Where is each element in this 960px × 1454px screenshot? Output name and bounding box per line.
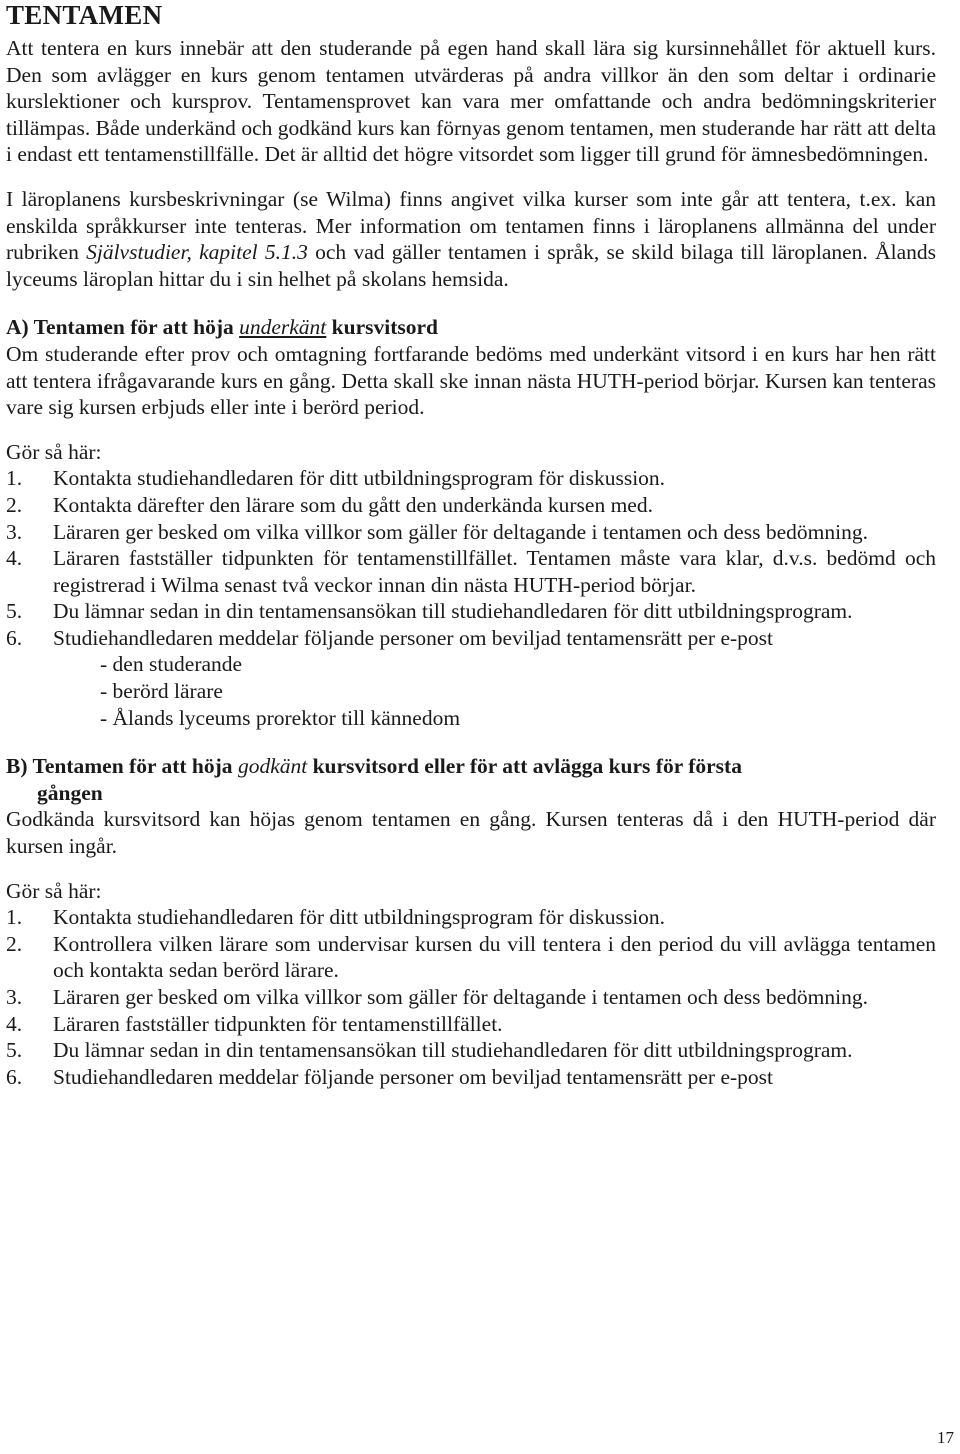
- step-number: 3.: [6, 519, 23, 544]
- step-text: Du lämnar sedan in din tentamensansökan till studiehandledaren för ditt utbildningsprogram.: [53, 1038, 853, 1063]
- step-text: Läraren ger besked om vilka villkor som gäller för deltagande i tentamen och dess bedömning.: [53, 985, 868, 1009]
- intro-2-text-b: och vad gäller tentamen i språk, se skild bilaga till läroplanen. Ålands lyceums läroplan hittar du i sin helhet på skolans hemsida.: [6, 240, 936, 291]
- intro-2-text-a: I läroplanens kursbeskrivningar (se Wilma) finns angivet vilka kurser som inte går att tentera, t.ex. kan enskilda språkkurser inte tenteras. Mer information om tentamen finns i läroplanens allmänna del under rubriken: [6, 186, 936, 265]
- step-number: 6.: [6, 1064, 23, 1089]
- list-item: [6, 931, 936, 984]
- list-item: [6, 904, 936, 931]
- list-item: [6, 545, 936, 598]
- section-b-how-label: Gör så här:: [6, 878, 102, 903]
- section-b-steps: [6, 904, 936, 1090]
- step-text: Läraren fastställer tidpunkten för tentamenstillfället.: [53, 1011, 503, 1036]
- section-b-heading: [6, 753, 936, 806]
- section-b-heading-emphasis: godkänt: [237, 754, 308, 779]
- page-title: TENTAMEN: [6, 0, 163, 30]
- document-page: [6, 0, 936, 1090]
- step-number: 1.: [6, 466, 23, 491]
- recipient-item: - Ålands lyceums prorektor till kännedom: [100, 705, 461, 730]
- step-text: Studiehandledaren meddelar följande personer om beviljad tentamensrätt per e-post: [53, 625, 773, 650]
- list-item: [6, 1011, 936, 1038]
- recipient-item: - berörd lärare: [100, 679, 223, 704]
- section-a-body: Om studerande efter prov och omtagning fortfarande bedöms med underkänt vitsord i en kurs har hen rätt att tentera ifrågavarande kurs en gång. Detta skall ske innan nästa HUTH-period börjar. Kursen kan tenteras vare sig kursen erbjuds eller inte i berörd period.: [6, 341, 936, 420]
- curriculum-reference: Självstudier, kapitel 5.1.3: [86, 240, 308, 265]
- step-number: 3.: [6, 985, 23, 1009]
- list-item: [6, 1064, 936, 1091]
- step-text: Kontrollera vilken lärare som undervisar kursen du vill tentera i den period du vill avlägga tentamen och kontakta sedan berörd lärare.: [53, 931, 936, 983]
- step-text: Läraren ger besked om vilka villkor som gäller för deltagande i tentamen och dess bedömning.: [53, 519, 868, 544]
- section-a-how-label: Gör så här:: [6, 439, 102, 464]
- step-number: 4.: [6, 1011, 23, 1036]
- step-text: Läraren fastställer tidpunkten för tentamenstillfället. Tentamen måste vara klar, d.v.s. bedömd och registrerad i Wilma senast två veckor innan din nästa HUTH-period börjar.: [53, 546, 936, 597]
- step-text: Studiehandledaren meddelar följande personer om beviljad tentamensrätt per e-post: [53, 1064, 773, 1089]
- step-number: 1.: [6, 905, 23, 930]
- step-number: 5.: [6, 599, 23, 624]
- list-item: [6, 625, 936, 652]
- step-number: 2.: [6, 931, 23, 956]
- step-text: Kontakta studiehandledaren för ditt utbildningsprogram för diskussion.: [53, 466, 666, 491]
- section-b-heading-pre: B) Tentamen för att höja: [6, 754, 238, 779]
- list-item: [6, 984, 936, 1011]
- section-a-heading-emphasis: underkänt: [239, 315, 327, 340]
- step-number: 2.: [6, 492, 23, 517]
- step-number: 4.: [6, 546, 23, 571]
- intro-paragraph-2: [6, 186, 936, 292]
- step-text: Kontakta därefter den lärare som du gått den underkända kursen med.: [53, 492, 653, 517]
- section-a-heading-post: kursvitsord: [326, 315, 438, 340]
- step-number: 5.: [6, 1038, 23, 1063]
- list-item: [6, 519, 936, 546]
- list-item: [6, 465, 936, 492]
- page-number: 17: [937, 1428, 954, 1447]
- section-a-heading: [6, 314, 936, 341]
- recipient-list: [6, 651, 936, 731]
- section-b-heading-post: kursvitsord eller för att avlägga kurs för första: [307, 754, 742, 779]
- intro-paragraph-1: Att tentera en kurs innebär att den studerande på egen hand skall lära sig kursinnehållet för aktuell kurs. Den som avlägger en kurs genom tentamen utvärderas på andra villkor än den som deltar i ordinarie kurslektioner och kursprov. Tentamensprovet kan vara mer omfattande och andra bedömningskriterier tillämpas. Både underkänd och godkänd kurs kan förnyas genom tentamen, men studerande har rätt att delta i endast ett tentamenstillfälle. Det är alltid det högre vitsordet som ligger till grund för ämnesbedömningen.: [6, 36, 936, 167]
- list-item: [6, 1037, 936, 1064]
- section-b-body: Godkända kursvitsord kan höjas genom tentamen en gång. Kursen tenteras då i den HUTH-period där kursen ingår.: [6, 807, 936, 859]
- section-a-heading-pre: A) Tentamen för att höja: [6, 315, 240, 340]
- recipient-item: - den studerande: [100, 652, 243, 677]
- section-a-steps: [6, 465, 936, 651]
- section-b-heading-continuation: gången: [37, 780, 103, 805]
- step-text: Du lämnar sedan in din tentamensansökan till studiehandledaren för ditt utbildningsprogram.: [53, 599, 853, 624]
- step-number: 6.: [6, 625, 23, 650]
- list-item: [6, 492, 936, 519]
- list-item: [6, 598, 936, 625]
- step-text: Kontakta studiehandledaren för ditt utbildningsprogram för diskussion.: [53, 905, 666, 930]
